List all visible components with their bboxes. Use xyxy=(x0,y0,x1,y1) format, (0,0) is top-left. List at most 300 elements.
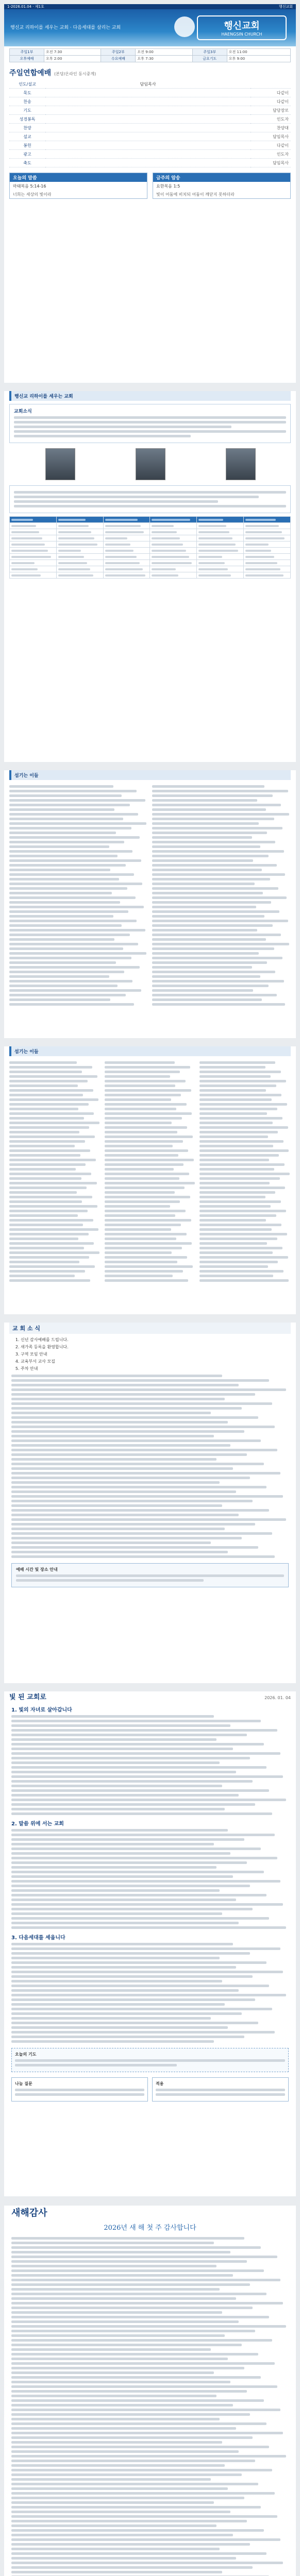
text-line xyxy=(105,1145,173,1147)
text-line xyxy=(199,1219,266,1222)
text-line xyxy=(9,1126,89,1129)
text-line xyxy=(15,2059,285,2062)
text-line xyxy=(105,1126,188,1129)
text-line xyxy=(9,915,113,918)
text-line xyxy=(105,1219,191,1222)
bible-left xyxy=(9,173,147,199)
text-line xyxy=(11,1926,286,1929)
text-line xyxy=(11,2307,253,2309)
table-cell xyxy=(103,541,150,548)
text-line xyxy=(105,1242,192,1245)
text-line xyxy=(9,869,110,871)
bible-section xyxy=(9,173,291,199)
text-line xyxy=(11,1435,214,1437)
text-line xyxy=(198,531,229,533)
schedule-value: 오후 7:30 xyxy=(136,56,192,62)
text-line xyxy=(9,947,123,950)
text-line xyxy=(9,878,119,880)
bible-right-head-text: 금주의 암송 xyxy=(156,176,180,181)
text-line xyxy=(9,845,109,848)
text-line xyxy=(11,1980,222,1982)
text-line xyxy=(9,1233,89,1235)
text-line xyxy=(11,2362,275,2365)
text-line xyxy=(11,2473,242,2476)
text-line xyxy=(105,519,138,521)
text-line xyxy=(11,2260,247,2263)
text-line xyxy=(152,878,270,880)
text-line xyxy=(9,892,112,894)
text-line xyxy=(11,1922,239,1924)
table-cell xyxy=(103,560,150,566)
text-line xyxy=(105,525,141,527)
text-line xyxy=(16,1579,204,1582)
text-line xyxy=(198,525,226,527)
text-line xyxy=(11,2358,228,2360)
church-seal xyxy=(174,16,195,37)
order-row xyxy=(9,150,291,159)
text-line xyxy=(199,1149,289,1152)
schedule-value: 오전 7:30 xyxy=(44,49,101,56)
text-line xyxy=(11,1848,261,1850)
text-line xyxy=(11,1421,228,1423)
portrait-photo xyxy=(136,448,165,480)
text-line xyxy=(11,1994,286,1996)
text-line xyxy=(152,906,256,908)
order-main xyxy=(45,150,251,159)
text-line xyxy=(11,556,51,558)
schedule-key: 주일3부 xyxy=(192,49,227,56)
info-box-title: 예배 시간 및 장소 안내 xyxy=(16,1567,58,1572)
text-line xyxy=(11,1388,286,1391)
table-cell xyxy=(56,541,103,548)
text-line xyxy=(11,2501,214,2504)
text-line xyxy=(198,519,223,521)
text-line xyxy=(9,1136,95,1138)
text-line xyxy=(9,1140,85,1143)
text-line xyxy=(9,827,131,829)
text-line xyxy=(199,1238,277,1240)
text-line xyxy=(11,1463,264,1465)
text-line xyxy=(9,1080,88,1082)
closing-subtitle: 2026년 새 해 첫 주 감사합니다 xyxy=(104,2224,196,2232)
text-line xyxy=(11,531,39,533)
text-line xyxy=(105,1131,177,1133)
text-line xyxy=(199,1168,274,1171)
text-line xyxy=(9,1112,94,1115)
table-cell xyxy=(150,554,197,560)
text-line xyxy=(58,574,93,577)
text-line xyxy=(152,873,285,876)
text-line xyxy=(11,1398,225,1400)
order-leader: 인도자 xyxy=(251,150,291,159)
text-line xyxy=(11,2455,286,2458)
text-line xyxy=(11,1766,266,1769)
text-line xyxy=(11,2534,233,2536)
text-line xyxy=(11,2344,242,2346)
sermon-date: 2026. 01. 04 xyxy=(264,1696,291,1700)
church-logo xyxy=(197,15,287,40)
table-row xyxy=(10,566,291,572)
text-line xyxy=(11,2385,277,2388)
text-line xyxy=(11,2320,239,2323)
order-key: 봉헌 xyxy=(9,141,45,150)
text-line xyxy=(245,574,284,577)
text-line xyxy=(9,813,138,816)
text-line xyxy=(58,550,81,552)
text-line xyxy=(199,1122,272,1124)
table-cell xyxy=(56,548,103,554)
table-cell xyxy=(10,572,57,579)
text-column xyxy=(9,783,148,1008)
text-line xyxy=(11,1430,244,1433)
text-line xyxy=(11,2409,280,2411)
church-motto: 행신교 리하이를 세우는 교회 · 다음세대를 살리는 교회 xyxy=(10,25,121,30)
order-main xyxy=(45,89,251,97)
order-key: 찬양 xyxy=(9,124,45,132)
text-line xyxy=(152,961,267,964)
photo-row xyxy=(14,448,286,480)
text-line xyxy=(58,568,90,570)
text-line xyxy=(152,998,262,1001)
order-row xyxy=(9,115,291,124)
text-line xyxy=(11,1861,247,1864)
bulletin-page-7 xyxy=(4,2206,296,2576)
table-cell xyxy=(56,572,103,579)
table-cell xyxy=(103,566,150,572)
text-line xyxy=(199,1275,273,1277)
text-line xyxy=(15,2093,144,2096)
order-row xyxy=(9,132,291,141)
text-line xyxy=(11,2566,253,2569)
text-line xyxy=(152,994,277,996)
table-cell xyxy=(56,535,103,541)
text-line xyxy=(11,2026,228,2029)
text-line xyxy=(105,1108,177,1110)
text-line xyxy=(11,1794,239,1797)
text-line xyxy=(11,574,41,577)
text-line xyxy=(9,994,126,996)
text-line xyxy=(11,2511,230,2513)
text-line xyxy=(9,1149,90,1152)
text-line xyxy=(9,1075,97,1078)
worship-order xyxy=(9,80,291,167)
text-line xyxy=(9,1196,92,1198)
text-line xyxy=(11,1971,283,1973)
schedule-value: 오전 11:00 xyxy=(227,49,290,56)
text-line xyxy=(11,1843,214,1845)
text-line xyxy=(199,1247,282,1249)
text-line xyxy=(11,1775,283,1778)
text-line xyxy=(105,1200,180,1203)
text-line xyxy=(11,1518,286,1521)
text-line xyxy=(105,1173,189,1175)
text-line xyxy=(9,822,146,825)
text-line xyxy=(9,1131,79,1133)
text-line xyxy=(11,2460,255,2462)
text-line xyxy=(105,562,140,564)
text-line xyxy=(199,1173,290,1175)
issue-label: 1-2026.01.04 · 제1호 xyxy=(7,5,44,9)
text-line xyxy=(105,1247,182,1249)
table-cell xyxy=(10,554,57,560)
text-line xyxy=(11,1957,220,1959)
text-line xyxy=(11,2571,222,2573)
text-line xyxy=(199,1154,279,1157)
text-line xyxy=(105,1168,174,1171)
text-line xyxy=(11,1375,222,1377)
text-line xyxy=(152,887,278,890)
text-line xyxy=(199,1242,267,1245)
text-line xyxy=(11,2302,283,2304)
text-line xyxy=(152,938,266,941)
text-line xyxy=(199,1205,271,1208)
text-line xyxy=(9,1098,98,1101)
bulletin-header xyxy=(4,9,296,46)
text-line xyxy=(11,1889,220,1892)
text-line xyxy=(11,525,36,527)
text-line xyxy=(11,1477,250,1479)
text-line xyxy=(9,1242,94,1245)
text-columns xyxy=(9,1059,291,1284)
logo-title: 행신교회 xyxy=(224,21,260,31)
text-line xyxy=(199,1140,284,1143)
text-line xyxy=(199,1265,268,1268)
table-cell xyxy=(244,523,291,529)
text-line xyxy=(11,1738,216,1741)
table-cell xyxy=(244,529,291,535)
text-line xyxy=(152,574,178,577)
text-line xyxy=(199,1228,272,1231)
qa-left xyxy=(11,2077,148,2102)
text-column xyxy=(199,1059,291,1284)
text-line xyxy=(152,864,277,867)
text-line xyxy=(14,430,286,433)
text-line xyxy=(9,1177,81,1180)
bible-left-ref: 마태복음 5:14-16 xyxy=(13,184,46,189)
text-line xyxy=(58,562,87,564)
text-line xyxy=(152,813,289,816)
text-line xyxy=(11,1514,239,1516)
text-line xyxy=(11,1812,272,1815)
table-cell xyxy=(10,560,57,566)
text-line xyxy=(105,1163,184,1166)
text-line xyxy=(9,1219,93,1222)
worship-title-text: 주일연합예배 xyxy=(9,69,52,77)
text-line xyxy=(152,989,253,992)
text-line xyxy=(11,1943,233,1945)
text-line xyxy=(14,500,218,503)
text-line xyxy=(152,808,266,811)
text-line xyxy=(105,1251,172,1254)
text-line xyxy=(11,1393,255,1396)
text-line xyxy=(9,1228,98,1231)
text-line xyxy=(11,1467,233,1470)
text-line xyxy=(156,2089,285,2091)
table-cell xyxy=(56,523,103,529)
text-line xyxy=(9,1200,82,1203)
text-line xyxy=(11,1966,236,1969)
text-line xyxy=(11,1903,283,1906)
text-line xyxy=(11,1546,258,1549)
text-line xyxy=(11,1975,253,1978)
text-line xyxy=(152,892,263,894)
text-line xyxy=(199,1182,270,1184)
text-line xyxy=(9,934,130,936)
text-line xyxy=(199,1233,287,1235)
text-line xyxy=(199,1071,280,1073)
text-line xyxy=(152,971,275,973)
text-line xyxy=(105,1094,181,1096)
announce-body xyxy=(11,1375,289,1558)
sermon-header xyxy=(9,1691,291,1701)
text-line xyxy=(9,1214,78,1217)
photo-card xyxy=(136,448,164,480)
text-line xyxy=(152,924,273,927)
text-line xyxy=(11,568,38,570)
text-line xyxy=(11,1555,275,1558)
text-line xyxy=(199,1103,287,1106)
text-line xyxy=(11,1771,236,1773)
bible-left-verse: 너희는 세상의 빛이라 xyxy=(13,192,52,197)
text-line xyxy=(105,568,143,570)
text-line xyxy=(152,883,255,885)
bible-right-head xyxy=(153,173,290,182)
text-line xyxy=(152,836,252,839)
text-line xyxy=(105,1210,186,1212)
order-main: 담임목사 xyxy=(45,80,251,89)
bulletin-page-1 xyxy=(4,4,296,383)
text-line xyxy=(11,2297,236,2300)
text-line xyxy=(199,1196,265,1198)
text-line xyxy=(105,1080,186,1082)
text-column xyxy=(152,783,291,1008)
text-line xyxy=(11,2334,225,2337)
table-cell xyxy=(197,523,244,529)
section-heading: 섬기는 이들 xyxy=(9,1046,291,1056)
text-line xyxy=(11,1894,266,1896)
text-line xyxy=(11,1426,275,1428)
order-key: 성경봉독 xyxy=(9,115,45,124)
table-cell xyxy=(56,560,103,566)
text-line xyxy=(11,1985,269,1987)
text-line xyxy=(11,1439,261,1442)
text-line xyxy=(58,544,97,546)
text-line xyxy=(152,822,259,825)
text-line xyxy=(9,804,130,806)
table-cell xyxy=(197,554,244,560)
order-leader xyxy=(251,80,291,89)
sermon-point: 1. 빛의 자녀로 살아갑니다 xyxy=(11,1707,72,1713)
text-line xyxy=(11,1748,233,1750)
text-line xyxy=(11,1808,225,1810)
table-cell xyxy=(10,548,57,554)
text-line xyxy=(9,1256,89,1259)
text-line xyxy=(11,2311,222,2314)
text-line xyxy=(105,1159,194,1161)
table-cell xyxy=(244,541,291,548)
text-line xyxy=(11,1743,264,1745)
qa-left-title: 나눔 질문 xyxy=(15,2081,32,2086)
text-line xyxy=(11,519,33,521)
text-line xyxy=(11,2031,275,2033)
table-cell xyxy=(103,517,150,523)
section-heading: 섬기는 이들 xyxy=(9,770,291,780)
text-line xyxy=(199,1131,278,1133)
text-line xyxy=(9,1108,78,1110)
text-line xyxy=(105,1075,170,1078)
bulletin-page-6 xyxy=(4,1691,296,2196)
text-line xyxy=(11,2446,269,2448)
order-main xyxy=(45,124,251,132)
text-line xyxy=(14,491,286,494)
worship-title xyxy=(9,67,291,78)
schedule-key: 수요예배 xyxy=(101,56,136,62)
text-line xyxy=(15,2089,144,2091)
text-line xyxy=(198,537,232,539)
text-line xyxy=(152,855,269,857)
text-line xyxy=(152,790,288,792)
schedule-key: 오후예배 xyxy=(10,56,44,62)
text-line xyxy=(9,1154,80,1157)
text-line xyxy=(11,1551,228,1553)
order-main xyxy=(45,159,251,167)
text-line xyxy=(199,1098,272,1101)
text-line xyxy=(152,1003,285,1006)
text-line xyxy=(11,2404,233,2406)
table-cell xyxy=(197,535,244,541)
sermon-title: 빛 된 교회로 xyxy=(9,1693,46,1701)
text-line xyxy=(105,531,144,533)
text-line xyxy=(9,1084,78,1087)
text-line xyxy=(152,799,257,802)
text-line xyxy=(105,1061,175,1064)
text-line xyxy=(11,1880,280,1883)
table-row xyxy=(10,535,291,541)
closing-title-block xyxy=(11,2206,289,2232)
order-main xyxy=(45,141,251,150)
bulletin-page-4 xyxy=(4,1046,296,1314)
text-line xyxy=(11,1532,272,1535)
text-line xyxy=(11,2283,250,2286)
text-line xyxy=(11,1537,242,1539)
text-line xyxy=(152,850,284,853)
text-line xyxy=(105,1270,183,1273)
text-line xyxy=(9,836,140,839)
portrait-photo xyxy=(45,448,75,480)
text-line xyxy=(152,985,269,987)
text-line xyxy=(9,1159,96,1161)
qa-right xyxy=(152,2077,289,2102)
text-line xyxy=(11,1834,275,1836)
text-line xyxy=(11,1449,277,1451)
text-line xyxy=(199,1214,276,1217)
text-line xyxy=(9,896,136,899)
text-line xyxy=(9,957,131,959)
text-line xyxy=(11,1857,277,1859)
text-line xyxy=(9,873,134,876)
bulletin-page-5 xyxy=(4,1323,296,1683)
text-line xyxy=(11,2520,247,2522)
text-line xyxy=(11,2543,250,2546)
text-line xyxy=(9,998,110,1001)
text-line xyxy=(11,2251,230,2253)
text-line xyxy=(199,1075,271,1078)
table-cell xyxy=(10,566,57,572)
table-row xyxy=(10,548,291,554)
text-line xyxy=(105,1098,171,1101)
text-line xyxy=(9,1205,97,1208)
bible-right-verse: 빛이 어둠에 비치되 어둠이 깨닫지 못하더라 xyxy=(156,192,235,197)
